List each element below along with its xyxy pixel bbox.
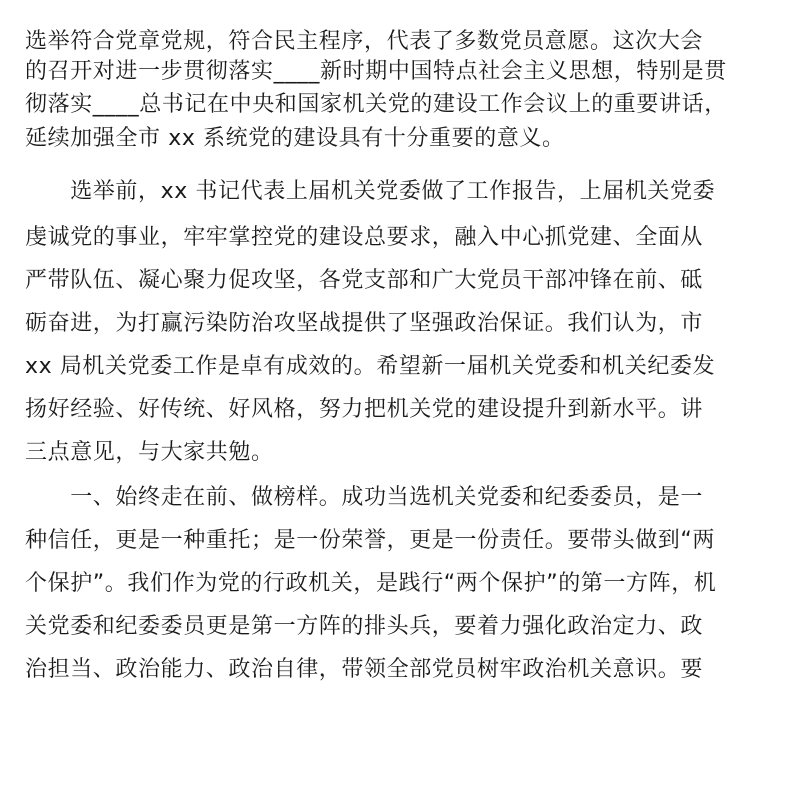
text-line: 虔诚党的事业，牢牢掌控党的建设总要求，融入中心抓党建、全面从 xyxy=(25,225,704,250)
text-line: 个保护”。我们作为党的行政机关，是践行“两个保护”的第一方阵，机 xyxy=(25,571,717,596)
text-line: 一、始终走在前、做榜样。成功当选机关党委和纪委委员，是一 xyxy=(25,485,704,510)
text-line: 三点意见，与大家共勉。 xyxy=(25,440,274,465)
text-line: 关党委和纪委委员更是第一方阵的排头兵，要着力强化政治定力、政 xyxy=(25,614,704,639)
text-line: 种信任，更是一种重托；是一份荣誉，更是一份责任。要带头做到“两 xyxy=(25,528,715,553)
text-line: 治担当、政治能力、政治自律，带领全部党员树牢政治机关意识。要 xyxy=(25,657,704,682)
text-line: 选举符合党章党规，符合民主程序，代表了多数党员意愿。这次大会 xyxy=(25,29,704,54)
text-line: 砺奋进，为打赢污染防治攻坚战提供了坚强政治保证。我们认为，市 xyxy=(25,311,704,336)
text-line: 彻落实____总书记在中央和国家机关党的建设工作会议上的重要讲话， xyxy=(25,92,727,117)
text-line: xx 局机关党委工作是卓有成效的。希望新一届机关党委和机关纪委发 xyxy=(25,354,716,379)
text-line: 扬好经验、好传统、好风格，努力把机关党的建设提升到新水平。讲 xyxy=(25,397,704,422)
text-line: 选举前，xx 书记代表上届机关党委做了工作报告，上届机关党委 xyxy=(25,179,716,204)
text-line: 严带队伍、凝心聚力促攻坚，各党支部和广大党员干部冲锋在前、砥 xyxy=(25,268,704,293)
text-line: 的召开对进一步贯彻落实____新时期中国特点社会主义思想，特别是贯 xyxy=(25,59,727,84)
text-line: 延续加强全市 xx 系统党的建设具有十分重要的意义。 xyxy=(25,126,565,151)
